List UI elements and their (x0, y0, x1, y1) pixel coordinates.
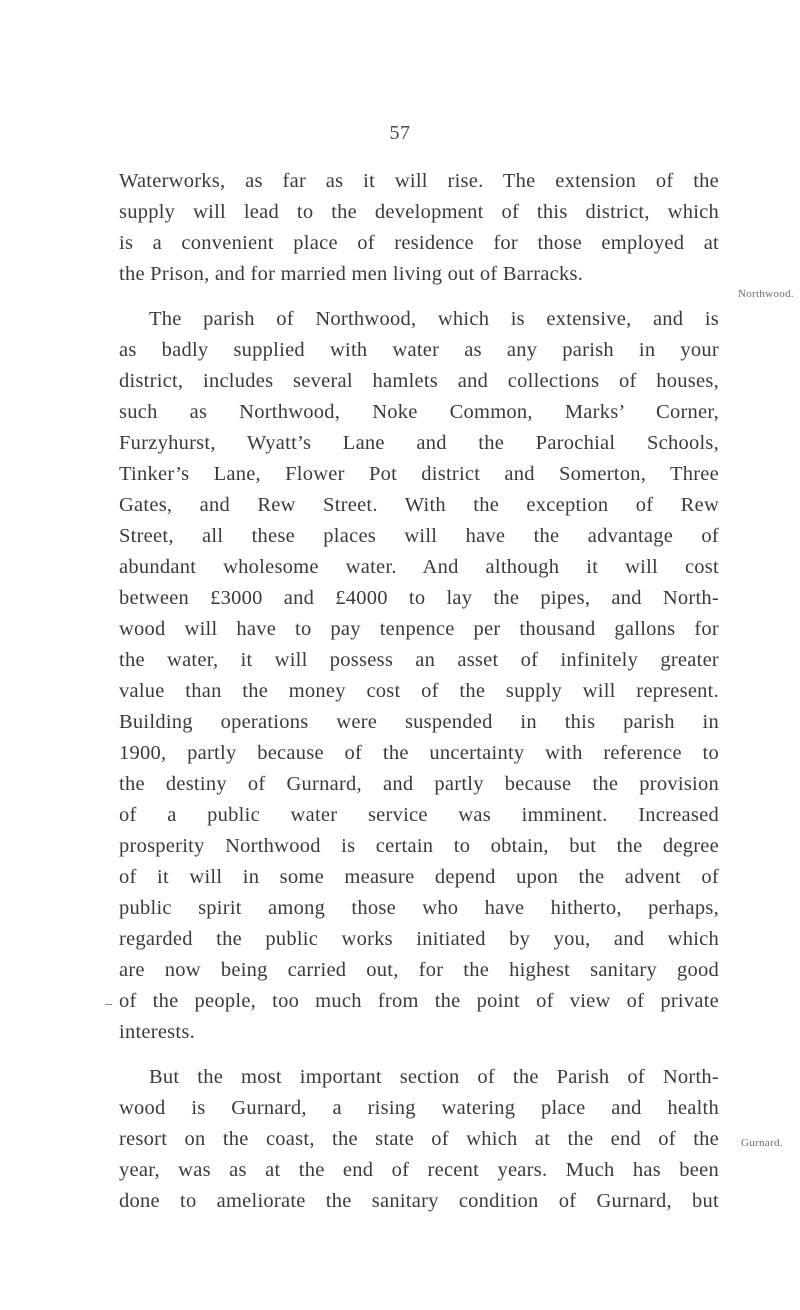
body-text (119, 166, 719, 1217)
text-line: abundant wholesome water. And although it will cost (119, 556, 719, 578)
text-line: done to ameliorate the sanitary condition of Gurnard, but (119, 1190, 719, 1212)
margin-note-gurnard: Gurnard. (741, 1137, 783, 1149)
text-line: are now being carried out, for the highest sanitary good (119, 959, 719, 981)
text-line: Waterworks, as far as it will rise. The extension of the (119, 170, 719, 192)
text-line: the Prison, and for married men living out of Barracks. (119, 263, 584, 285)
paragraph-northwood (119, 304, 719, 1048)
text-line: of the people, too much from the point of view of private (119, 990, 719, 1012)
print-mark (105, 1004, 112, 1005)
text-line: interests. (119, 1021, 195, 1043)
text-line: the water, it will possess an asset of infinitely greater (119, 649, 719, 671)
text-line: such as Northwood, Noke Common, Marks’ Corner, (119, 401, 719, 423)
text-line: Gates, and Rew Street. With the exception of Rew (119, 494, 719, 516)
margin-note-northwood: Northwood. (738, 288, 794, 300)
text-line: resort on the coast, the state of which at the end of the (119, 1128, 719, 1150)
text-line: wood will have to pay tenpence per thousand gallons for (119, 618, 719, 640)
text-line: Building operations were suspended in this parish in (119, 711, 719, 733)
text-line: of a public water service was imminent. Increased (119, 804, 719, 826)
text-line: regarded the public works initiated by you, and which (119, 928, 719, 950)
text-line: 1900, partly because of the uncertainty with reference to (119, 742, 719, 764)
text-line: prosperity Northwood is certain to obtain, but the degree (119, 835, 719, 857)
text-line: as badly supplied with water as any parish in your (119, 339, 719, 361)
text-line: Furzyhurst, Wyatt’s Lane and the Parochial Schools, (119, 432, 719, 454)
text-line: public spirit among those who have hitherto, perhaps, (119, 897, 719, 919)
text-line: of it will in some measure depend upon the advent of (119, 866, 719, 888)
paragraph-gurnard (119, 1062, 719, 1217)
text-line: wood is Gurnard, a rising watering place and health (119, 1097, 719, 1119)
paragraph-spacer (119, 1048, 719, 1062)
text-line: supply will lead to the development of this district, which (119, 201, 719, 223)
paragraph-prison-district (119, 166, 719, 290)
text-line: Street, all these places will have the advantage of (119, 525, 719, 547)
text-line: is a convenient place of residence for those employed at (119, 232, 719, 254)
text-line: year, was as at the end of recent years. Much has been (119, 1159, 719, 1181)
paragraph-spacer (119, 290, 719, 304)
text-line: district, includes several hamlets and collections of houses, (119, 370, 719, 392)
text-line: But the most important section of the Parish of North- (149, 1066, 719, 1088)
text-line: the destiny of Gurnard, and partly because the provision (119, 773, 719, 795)
text-line: between £3000 and £4000 to lay the pipes, and North- (119, 587, 719, 609)
text-line: value than the money cost of the supply will represent. (119, 680, 719, 702)
page-number: 57 (389, 122, 411, 144)
text-line: The parish of Northwood, which is extensive, and is (149, 308, 719, 330)
text-line: Tinker’s Lane, Flower Pot district and Somerton, Three (119, 463, 719, 485)
